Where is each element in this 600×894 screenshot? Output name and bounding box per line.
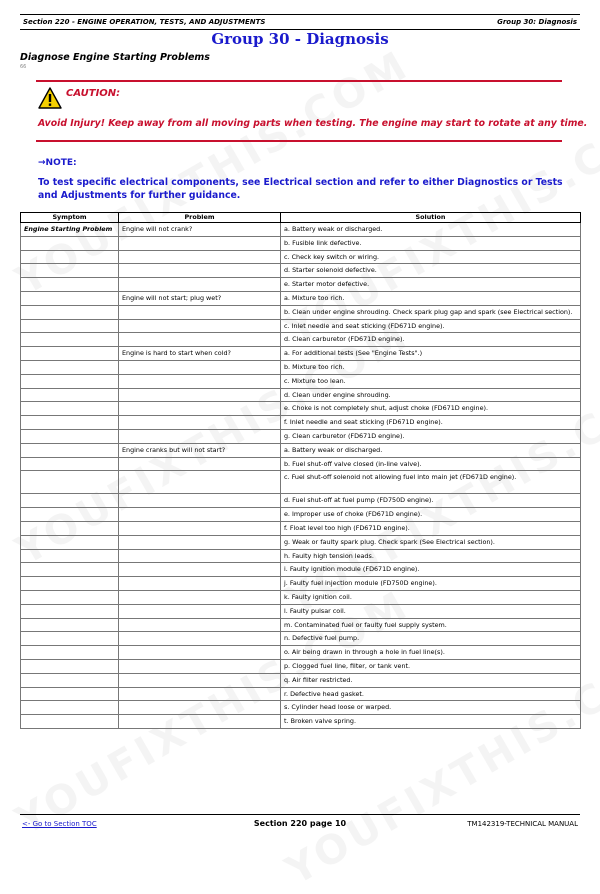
- table-row: [21, 715, 581, 729]
- page-header: [20, 14, 580, 30]
- cell-symptom: [21, 333, 119, 347]
- cell-solution: e. Improper use of choke (FD671D engine).: [281, 508, 581, 522]
- table-row: [21, 494, 581, 508]
- cell-symptom: [21, 402, 119, 416]
- cell-symptom: [21, 429, 119, 443]
- cell-solution: b. Clean under engine shrouding. Check spark plug gap and spark (see Electrical section).: [281, 305, 581, 319]
- cell-symptom: [21, 604, 119, 618]
- caution-bottom-rule: [36, 140, 562, 142]
- diagnosis-table: [20, 212, 581, 729]
- footer-rule: [20, 814, 580, 815]
- cell-symptom: [21, 494, 119, 508]
- cell-symptom: [21, 701, 119, 715]
- table-row: [21, 535, 581, 549]
- cell-symptom: [21, 715, 119, 729]
- cell-problem: [119, 701, 281, 715]
- cell-problem: Engine is hard to start when cold?: [119, 347, 281, 361]
- cell-symptom: [21, 443, 119, 457]
- column-header-problem: Problem: [119, 213, 281, 223]
- cell-solution: l. Faulty pulsar coil.: [281, 604, 581, 618]
- table-row: [21, 264, 581, 278]
- cell-problem: Engine cranks but will not start?: [119, 443, 281, 457]
- cell-problem: [119, 374, 281, 388]
- cell-symptom: [21, 618, 119, 632]
- cell-problem: [119, 388, 281, 402]
- table-row: [21, 250, 581, 264]
- cell-solution: b. Mixture too rich.: [281, 360, 581, 374]
- cell-problem: [119, 508, 281, 522]
- table-row: [21, 443, 581, 457]
- cell-symptom: [21, 250, 119, 264]
- cell-solution: g. Weak or faulty spark plug. Check spark (See Electrical section).: [281, 535, 581, 549]
- subtitle-code: 66: [20, 64, 27, 70]
- table-row: [21, 223, 581, 237]
- table-row: [21, 278, 581, 292]
- page-title: Group 30 - Diagnosis: [211, 30, 389, 48]
- table-row: [21, 347, 581, 361]
- cell-solution: d. Clean carburetor (FD671D engine).: [281, 333, 581, 347]
- cell-solution: b. Fusible link defective.: [281, 236, 581, 250]
- cell-symptom: [21, 471, 119, 494]
- cell-symptom: [21, 508, 119, 522]
- cell-symptom: [21, 632, 119, 646]
- table-header-row: [21, 213, 581, 223]
- table-row: [21, 305, 581, 319]
- cell-solution: a. Battery weak or discharged.: [281, 443, 581, 457]
- cell-problem: [119, 563, 281, 577]
- cell-problem: [119, 618, 281, 632]
- document-id: TM142319-TECHNICAL MANUAL: [467, 820, 578, 828]
- cell-solution: m. Contaminated fuel or faulty fuel supply system.: [281, 618, 581, 632]
- cell-symptom: [21, 563, 119, 577]
- cell-symptom: [21, 319, 119, 333]
- table-row: [21, 319, 581, 333]
- table-row: [21, 563, 581, 577]
- cell-symptom: [21, 590, 119, 604]
- cell-solution: k. Faulty ignition coil.: [281, 590, 581, 604]
- table-row: [21, 333, 581, 347]
- cell-solution: o. Air being drawn in through a hole in fuel line(s).: [281, 646, 581, 660]
- table-row: [21, 291, 581, 305]
- cell-problem: [119, 319, 281, 333]
- caution-top-rule: [36, 80, 562, 82]
- cell-symptom: [21, 687, 119, 701]
- cell-problem: [119, 590, 281, 604]
- cell-solution: e. Starter motor defective.: [281, 278, 581, 292]
- table-body: [21, 223, 581, 729]
- cell-solution: c. Fuel shut-off solenoid not allowing fuel into main jet (FD671D engine).: [281, 471, 581, 494]
- cell-solution: p. Clogged fuel line, filter, or tank vent.: [281, 659, 581, 673]
- table-row: [21, 236, 581, 250]
- cell-symptom: [21, 236, 119, 250]
- table-row: [21, 360, 581, 374]
- cell-solution: a. For additional tests (See "Engine Tests".): [281, 347, 581, 361]
- cell-symptom: [21, 577, 119, 591]
- cell-solution: a. Mixture too rich.: [281, 291, 581, 305]
- table-row: [21, 618, 581, 632]
- table-row: [21, 590, 581, 604]
- cell-solution: j. Faulty fuel injection module (FD750D engine).: [281, 577, 581, 591]
- table-row: [21, 646, 581, 660]
- table-row: [21, 402, 581, 416]
- table-row: [21, 508, 581, 522]
- cell-solution: f. Float level too high (FD671D engine).: [281, 521, 581, 535]
- cell-solution: t. Broken valve spring.: [281, 715, 581, 729]
- cell-symptom: [21, 457, 119, 471]
- cell-problem: [119, 457, 281, 471]
- cell-solution: h. Faulty high tension leads.: [281, 549, 581, 563]
- cell-problem: [119, 236, 281, 250]
- table-row: [21, 429, 581, 443]
- cell-problem: [119, 402, 281, 416]
- cell-problem: [119, 305, 281, 319]
- cell-problem: [119, 521, 281, 535]
- table-row: [21, 687, 581, 701]
- cell-solution: e. Choke is not completely shut, adjust choke (FD671D engine).: [281, 402, 581, 416]
- cell-problem: [119, 278, 281, 292]
- cell-symptom: [21, 360, 119, 374]
- section-subtitle: Diagnose Engine Starting Problems: [20, 52, 210, 63]
- cell-solution: n. Defective fuel pump.: [281, 632, 581, 646]
- cell-solution: f. Inlet needle and seat sticking (FD671D engine).: [281, 416, 581, 430]
- table-row: [21, 388, 581, 402]
- cell-solution: d. Fuel shut-off at fuel pump (FD750D engine).: [281, 494, 581, 508]
- table-row: [21, 549, 581, 563]
- cell-problem: [119, 646, 281, 660]
- cell-symptom: [21, 549, 119, 563]
- cell-symptom: [21, 305, 119, 319]
- table-row: [21, 416, 581, 430]
- cell-problem: Engine will not start; plug wet?: [119, 291, 281, 305]
- cell-symptom: [21, 416, 119, 430]
- table-row: [21, 471, 581, 494]
- cell-solution: d. Clean under engine shrouding.: [281, 388, 581, 402]
- cell-symptom: Engine Starting Problem: [21, 223, 119, 237]
- cell-solution: i. Faulty ignition module (FD671D engine).: [281, 563, 581, 577]
- table-row: [21, 632, 581, 646]
- cell-symptom: [21, 264, 119, 278]
- caution-text: Avoid Injury! Keep away from all moving parts when testing. The engine may start to rotate at any time.: [38, 118, 588, 129]
- cell-problem: [119, 416, 281, 430]
- cell-symptom: [21, 535, 119, 549]
- cell-solution: g. Clean carburetor (FD671D engine).: [281, 429, 581, 443]
- cell-problem: [119, 333, 281, 347]
- note-label: →NOTE:: [38, 158, 77, 168]
- cell-problem: [119, 250, 281, 264]
- table-row: [21, 577, 581, 591]
- table-row: [21, 521, 581, 535]
- cell-problem: [119, 494, 281, 508]
- column-header-symptom: Symptom: [21, 213, 119, 223]
- cell-symptom: [21, 388, 119, 402]
- cell-problem: [119, 471, 281, 494]
- warning-icon: [38, 87, 62, 109]
- table-row: [21, 701, 581, 715]
- cell-solution: c. Check key switch or wiring.: [281, 250, 581, 264]
- cell-problem: [119, 535, 281, 549]
- section-toc-link[interactable]: <- Go to Section TOC: [22, 820, 97, 828]
- page-number: Section 220 page 10: [253, 819, 347, 828]
- table-row: [21, 374, 581, 388]
- cell-problem: [119, 577, 281, 591]
- caution-label: CAUTION:: [66, 88, 121, 99]
- cell-symptom: [21, 374, 119, 388]
- cell-solution: b. Fuel shut-off valve closed (in-line valve).: [281, 457, 581, 471]
- column-header-solution: Solution: [281, 213, 581, 223]
- cell-solution: c. Mixture too lean.: [281, 374, 581, 388]
- cell-symptom: [21, 659, 119, 673]
- cell-problem: [119, 549, 281, 563]
- cell-problem: [119, 429, 281, 443]
- cell-problem: [119, 715, 281, 729]
- note-text: To test specific electrical components, see Electrical section and refer to either Diagnostics or Tests and Adjustments for further guidance.: [38, 177, 563, 201]
- cell-problem: Engine will not crank?: [119, 223, 281, 237]
- table-row: [21, 673, 581, 687]
- cell-solution: c. Inlet needle and seat sticking (FD671D engine).: [281, 319, 581, 333]
- header-group: Group 30: Diagnosis: [497, 18, 577, 26]
- cell-problem: [119, 673, 281, 687]
- cell-symptom: [21, 278, 119, 292]
- cell-solution: r. Defective head gasket.: [281, 687, 581, 701]
- cell-solution: q. Air filter restricted.: [281, 673, 581, 687]
- cell-solution: d. Starter solenoid defective.: [281, 264, 581, 278]
- cell-solution: s. Cylinder head loose or warped.: [281, 701, 581, 715]
- cell-problem: [119, 659, 281, 673]
- cell-problem: [119, 604, 281, 618]
- cell-problem: [119, 264, 281, 278]
- cell-symptom: [21, 673, 119, 687]
- cell-symptom: [21, 646, 119, 660]
- table-row: [21, 457, 581, 471]
- cell-symptom: [21, 521, 119, 535]
- cell-problem: [119, 687, 281, 701]
- table-row: [21, 659, 581, 673]
- cell-symptom: [21, 347, 119, 361]
- cell-solution: a. Battery weak or discharged.: [281, 223, 581, 237]
- header-section: Section 220 - ENGINE OPERATION, TESTS, AND ADJUSTMENTS: [23, 18, 266, 26]
- cell-problem: [119, 632, 281, 646]
- cell-symptom: [21, 291, 119, 305]
- cell-problem: [119, 360, 281, 374]
- table-row: [21, 604, 581, 618]
